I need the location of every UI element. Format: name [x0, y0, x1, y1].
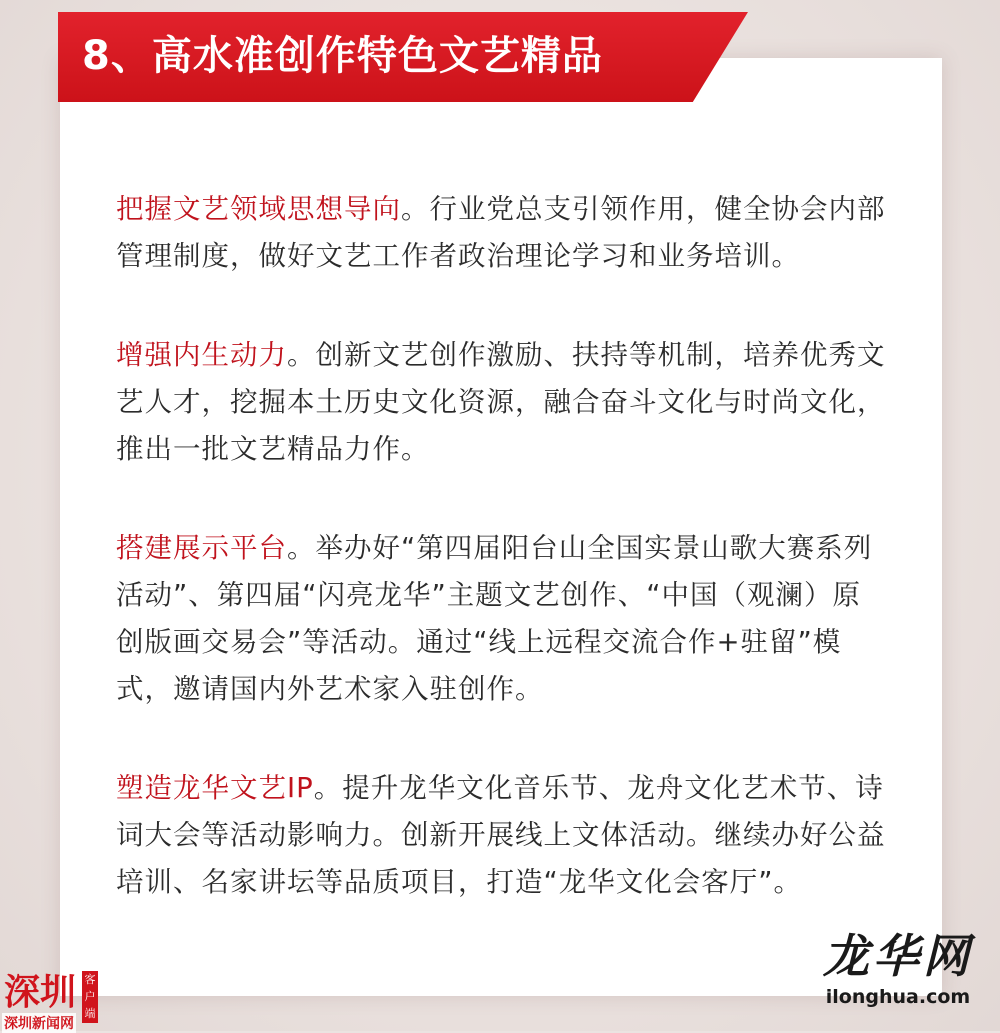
paragraph-text: 。创新文艺创作激励、扶持等机制，培养优秀文艺人才，挖掘本土历史文化资源，融合奋斗文化与时尚文化，推出一批文艺精品力作。: [116, 339, 886, 465]
paragraph-text: 。举办好“第四届阳台山全国实景山歌大赛系列活动”、第四届“闪亮龙华”主题文艺创作、“中国（观澜）原创版画交易会”等活动。通过“线上远程交流合作+驻留”模式，邀请国内外艺术家入驻创作。: [116, 532, 873, 705]
ilonghua-logo: 龙华网: [823, 929, 973, 983]
paragraph-2: [116, 332, 886, 473]
paragraph-1: [116, 186, 886, 280]
paragraph-text: 。提升龙华文化音乐节、龙舟文化艺术节、诗词大会等活动影响力。创新开展线上文体活动。继续办好公益培训、名家讲坛等品质项目，打造“龙华文化会客厅”。: [116, 772, 886, 898]
paragraph-lead: 把握文艺领域思想导向: [116, 193, 401, 225]
paragraph-lead: 增强内生动力: [116, 339, 287, 371]
sznews-seal: 客户端: [82, 971, 98, 1023]
paragraph-text: 。行业党总支引领作用，健全协会内部管理制度，做好文艺工作者政治理论学习和业务培训。: [116, 193, 886, 272]
sznews-name: 深圳新闻网: [2, 1013, 76, 1033]
watermark-sznews: [0, 971, 104, 1031]
sznews-logo: 深圳: [4, 971, 77, 1013]
article-body: [116, 186, 886, 958]
paragraph-4: [116, 765, 886, 906]
page-title: 8、高水准创作特色文艺精品: [82, 33, 603, 79]
watermark-ilonghua: [818, 928, 978, 1023]
ilonghua-url: ilonghua.com: [825, 986, 971, 1008]
paragraph-lead: 塑造龙华文艺IP: [116, 772, 314, 804]
paragraph-lead: 搭建展示平台: [116, 532, 287, 564]
paragraph-3: [116, 525, 886, 713]
